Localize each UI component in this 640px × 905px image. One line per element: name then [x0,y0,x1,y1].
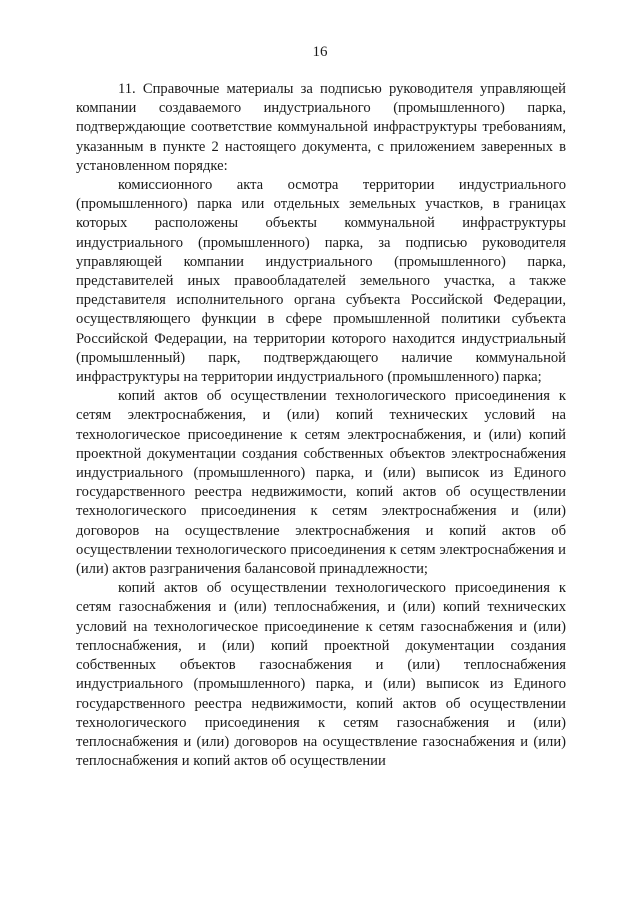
page-number: 16 [312,44,328,60]
paragraph-commission-act: комиссионного акта осмотра территории индустриального (промышленного) парка или отдельных земельных участков, в границах которых расположены объекты коммунальной инфраструктуры индустриального (промышленного) парка, за подписью руководителя управляющей компании индустриального (промышленного) парка, представителей иных правообладателей земельного участка, а также представителя исполнительного органа субъекта Российской Федерации, осуществляющего функции в сфере промышленной политики субъекта Российской Федерации, на территории которого находится индустриальный (промышленный) парк, подтверждающего наличие коммунальной инфраструктуры на территории индустриального (промышленного) парка; [76,177,566,386]
document-body [76,80,566,771]
paragraph-item-11: 11. Справочные материалы за подписью руководителя управляющей компании создаваемого индустриального (промышленного) парка, подтверждающие соответствие коммунальной инфраструктуры требованиям, указанным в пункте 2 настоящего документа, с приложением заверенных в установленном порядке: [76,81,566,174]
paragraph-electricity-acts: копий актов об осуществлении технологического присоединения к сетям электроснабжения, и (или) копий технических условий на технологическое присоединение к сетям электроснабжения, и (или) копий проектной документации создания собственных объектов электроснабжения индустриального (промышленного) парка, и (или) выписок из Единого государственного реестра недвижимости, копий актов об осуществлении технологического присоединения к сетям электроснабжения и (или) договоров на осуществление электроснабжения и копий актов об осуществлении технологического присоединения к сетям электроснабжения и (или) актов разграничения балансовой принадлежности; [76,388,566,578]
paragraph-gas-heat-acts: копий актов об осуществлении технологического присоединения к сетям газоснабжения и (или) теплоснабжения, и (или) копий технических условий на технологическое присоединение к сетям газоснабжения и (или) теплоснабжения, и (или) копий проектной документации создания собственных объектов газоснабжения и (или) теплоснабжения индустриального (промышленного) парка, и (или) выписок из Единого государственного реестра недвижимости, копий актов об осуществлении технологического присоединения к сетям газоснабжения и (или) теплоснабжения и (или) договоров на осуществление газоснабжения и (или) теплоснабжения и копий актов об осуществлении [76,580,566,770]
